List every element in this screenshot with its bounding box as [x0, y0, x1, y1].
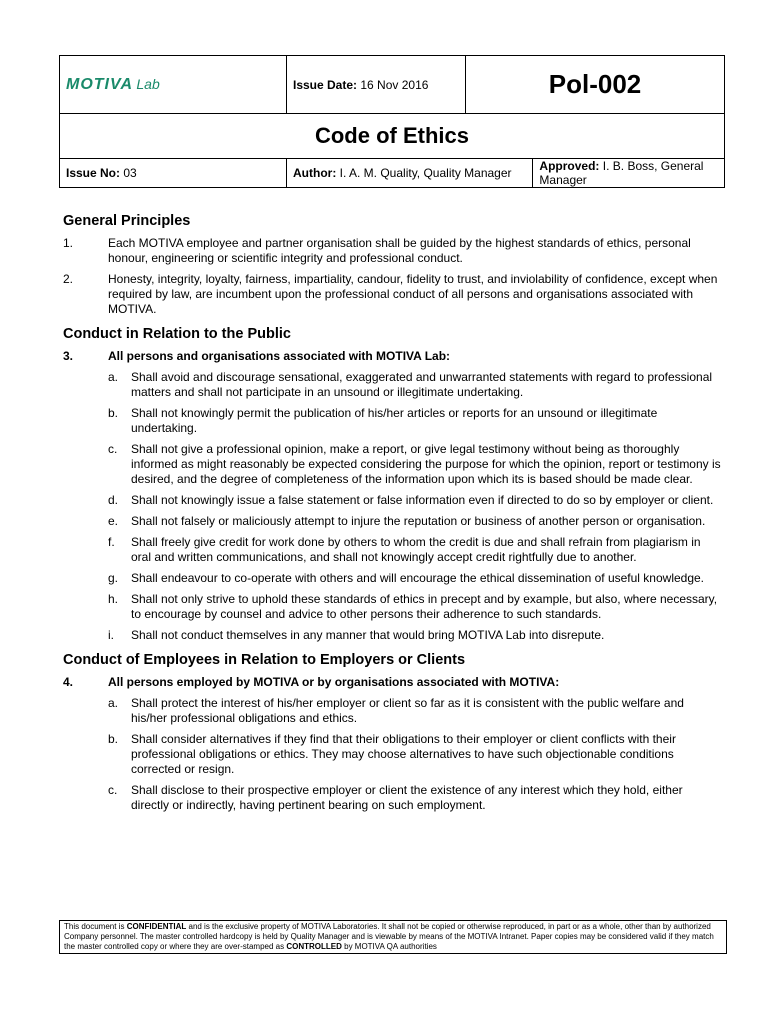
sub-item-text: Shall not falsely or maliciously attempt to injure the reputation or business of another person or organisation. — [131, 514, 706, 528]
section-heading-public: Conduct in Relation to the Public — [63, 326, 291, 342]
sub-item — [108, 406, 723, 436]
list-item — [63, 349, 723, 364]
author-label: Author: — [293, 166, 337, 180]
item-number: 1. — [63, 236, 74, 250]
author-value: I. A. M. Quality, Quality Manager — [339, 166, 512, 180]
sub-item-text: Shall endeavour to co-operate with others and will encourage the ethical dissemination of useful knowledge. — [131, 571, 705, 585]
issue-no-value: 03 — [123, 166, 137, 180]
sub-item-text: Shall disclose to their prospective employer or client the existence of any interest which they hold, either directly or indirectly, having pertinent bearing on such employment. — [131, 783, 683, 812]
doc-number: Pol-002 — [466, 56, 725, 114]
sub-item — [108, 696, 723, 726]
sub-item — [108, 592, 723, 622]
sub-item-text: Shall not knowingly issue a false statement or false information even if directed to do so by employer or client. — [131, 493, 714, 507]
issue-date-label: Issue Date: — [293, 77, 358, 92]
sub-item-letter: f. — [108, 535, 115, 549]
issue-date-cell — [287, 56, 466, 114]
sub-item-letter: b. — [108, 406, 119, 420]
sub-item-text: Shall not only strive to uphold these standards of ethics in precept and by example, but also, where necessary, to encourage by counsel and advice to other persons their adherence to such standards. — [131, 592, 718, 621]
footer-text: by MOTIVA QA authorities — [341, 942, 437, 951]
sub-item — [108, 493, 723, 508]
document-header — [59, 55, 725, 188]
footer-controlled: CONTROLLED — [286, 942, 342, 951]
logo-cell — [60, 56, 287, 114]
logo-mark: MOTIVA — [66, 75, 134, 93]
item-number: 2. — [63, 272, 74, 286]
sub-item-letter: c. — [108, 783, 118, 797]
sub-item — [108, 732, 723, 777]
section-heading-employees: Conduct of Employees in Relation to Employers or Clients — [63, 652, 466, 668]
item-number: 4. — [63, 675, 74, 689]
motiva-logo — [66, 75, 160, 93]
approved-label: Approved: — [539, 159, 600, 173]
confidentiality-footer — [59, 920, 727, 954]
issue-date-value: 16 Nov 2016 — [360, 77, 429, 92]
list-item — [63, 675, 723, 690]
approved-cell — [533, 159, 725, 188]
sub-item-letter: e. — [108, 514, 119, 528]
sub-item-letter: b. — [108, 732, 119, 746]
sub-item — [108, 535, 723, 565]
sub-item — [108, 442, 723, 487]
approved-value: I. B. Boss, General Manager — [539, 159, 704, 187]
sub-item — [108, 628, 723, 643]
sub-item-text: Shall freely give credit for work done by others to whom the credit is due and shall refrain from plagiarism in oral and written communications, and shall not knowingly accept credit rightfully due to another. — [131, 535, 701, 564]
list-item — [63, 272, 723, 317]
sub-item-text: Shall avoid and discourage sensational, exaggerated and unwarranted statements with regard to professional matters and shall not participate in an unsound or illegitimate undertaking. — [131, 370, 713, 399]
issue-no-label: Issue No: — [66, 166, 121, 180]
sub-item — [108, 370, 723, 400]
issue-no-cell — [60, 159, 287, 188]
item-text: All persons and organisations associated with MOTIVA Lab: — [108, 349, 451, 363]
sub-item — [108, 783, 723, 813]
sub-item-text: Shall consider alternatives if they find that their obligations to their employer or client conflicts with their professional obligations or ethics. They may choose alternatives to have such objectionable conditions corrected or resign. — [131, 732, 676, 776]
sub-item-letter: a. — [108, 696, 119, 710]
sub-item-letter: g. — [108, 571, 119, 585]
sub-item-text: Shall not knowingly permit the publication of his/her articles or reports for an unsound or illegitimate undertaking. — [131, 406, 658, 435]
sub-item-text: Shall not conduct themselves in any manner that would bring MOTIVA Lab into disrepute. — [131, 628, 605, 642]
sub-item-text: Shall not give a professional opinion, make a report, or give legal testimony without being as thoroughly informed as might reasonably be expected considering the purpose for which the opinion, report or testimony is desired, and the degree of completeness of the information upon which its is based should be made clear. — [131, 442, 721, 486]
author-cell — [287, 159, 533, 188]
sub-item — [108, 571, 723, 586]
item-text: Honesty, integrity, loyalty, fairness, impartiality, candour, fidelity to trust, and inviolability of confidence, except when required by law, are incumbent upon the professional conduct of all persons and organisations associated with MOTIVA. — [108, 272, 718, 316]
sub-item-letter: c. — [108, 442, 118, 456]
item-text: All persons employed by MOTIVA or by organisations associated with MOTIVA: — [108, 675, 560, 689]
sub-item — [108, 514, 723, 529]
sub-item-letter: i. — [108, 628, 114, 642]
footer-text: This document is — [64, 922, 127, 931]
logo-lab: Lab — [136, 75, 160, 92]
footer-text: and is the exclusive property of MOTIVA Laboratories. It shall not be copied or otherwise reproduced, in part or as a whole, other than by authorized Company personnel. The master controlled hardcopy is held by Quality Manager and is viewable by means of the MOTIVA Intranet. Paper copies may be considered valid if they match the master controlled copy or where they are over-stamped as — [64, 922, 714, 951]
sub-item-letter: h. — [108, 592, 119, 606]
document-body — [63, 212, 723, 819]
sub-item-letter: a. — [108, 370, 119, 384]
list-item — [63, 236, 723, 266]
document-title: Code of Ethics — [60, 114, 725, 159]
sub-item-letter: d. — [108, 493, 119, 507]
footer-confidential: CONFIDENTIAL — [126, 922, 187, 931]
section-heading-general: General Principles — [63, 213, 191, 229]
item-number: 3. — [63, 349, 74, 363]
item-text: Each MOTIVA employee and partner organisation shall be guided by the highest standards of ethics, personal honour, engineering or scientific integrity and professional conduct. — [108, 236, 691, 265]
sub-item-text: Shall protect the interest of his/her employer or client so far as it is consistent with the public welfare and his/her professional obligations and ethics. — [131, 696, 684, 725]
